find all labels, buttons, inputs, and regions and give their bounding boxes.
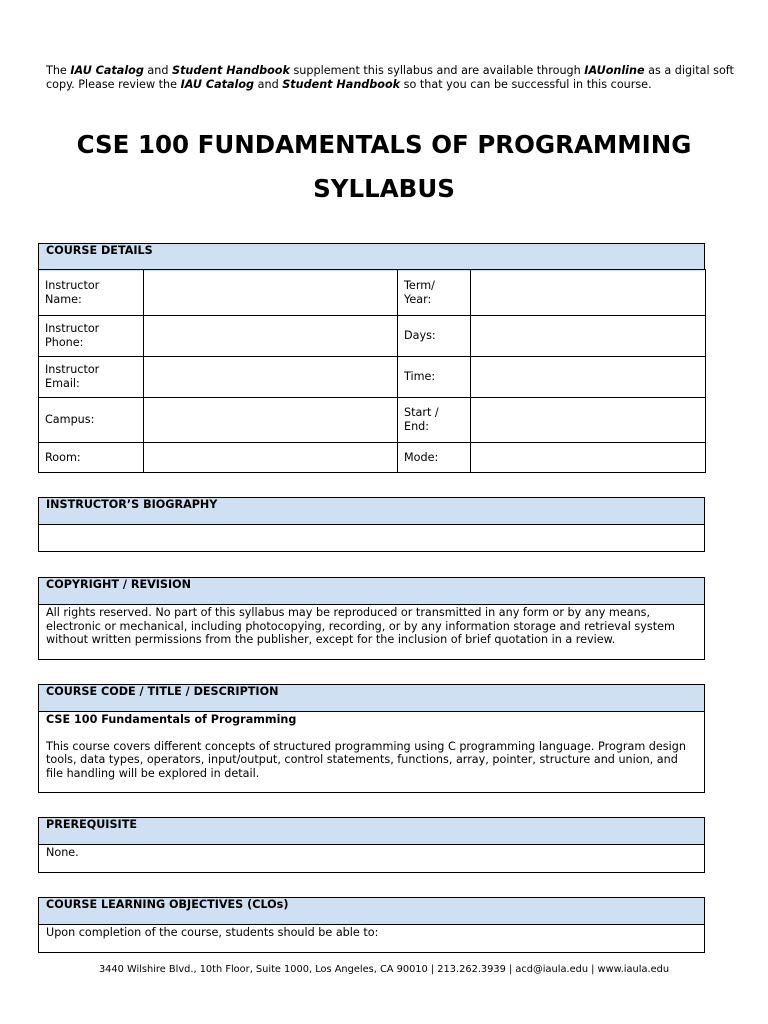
page-title-line2: SYLLABUS [313,174,455,203]
time-label: Time: [398,357,471,398]
prerequisite-section [38,817,705,873]
prerequisite-text: None. [46,846,79,859]
biography-text[interactable] [39,525,704,527]
intro-paragraph: The IAU Catalog and Student Handbook supplement this syllabus and are available through IAUonline as a digital soft copy. Please review the IAU Catalog and Student Handbook so that you can be successful in this course. [46,64,734,91]
iauonline-ref: IAUonline [584,64,645,77]
instructor-phone-label: Instructor Phone: [39,316,144,357]
campus-label: Campus: [39,398,144,443]
instructor-phone-field[interactable] [144,316,398,357]
instructor-email-field[interactable] [144,357,398,398]
table-row [39,398,706,443]
copyright-text: All rights reserved. No part of this syllabus may be reproduced or transmitted in any form or by any means, electronic or mechanical, including photocopying, recording, or by any information storage and retrieval system without written permissions from the publisher, except for the inclusion of brief quotation in a review. [46,606,675,647]
term-year-label: Term/ Year: [398,270,471,316]
biography-section [38,497,705,552]
course-details-header: COURSE DETAILS [39,244,704,271]
course-description-header: COURSE CODE / TITLE / DESCRIPTION [39,685,704,712]
days-label: Days: [398,316,471,357]
objectives-text: Upon completion of the course, students should be able to: [46,926,379,939]
start-end-label: Start / End: [398,398,471,443]
student-handbook-ref: Student Handbook [282,78,401,91]
table-row [39,357,706,398]
table-row [39,316,706,357]
room-label: Room: [39,443,144,473]
copyright-section [38,577,705,660]
table-row [39,270,706,316]
prerequisite-header: PREREQUISITE [39,818,704,845]
course-subtitle: CSE 100 Fundamentals of Programming [46,713,297,726]
copyright-header: COPYRIGHT / REVISION [39,578,704,605]
course-description-section [38,684,705,793]
time-field[interactable] [471,357,706,398]
page-footer: 3440 Wilshire Blvd., 10th Floor, Suite 1000, Los Angeles, CA 90010 | 213.262.3939 | acd@iaula.edu | www.iaula.edu [98,964,670,975]
instructor-email-label: Instructor Email: [39,357,144,398]
course-details-table [38,269,706,473]
biography-header: INSTRUCTOR’S BIOGRAPHY [39,498,704,525]
mode-field[interactable] [471,443,706,473]
campus-field[interactable] [144,398,398,443]
start-end-field[interactable] [471,398,706,443]
instructor-name-field[interactable] [144,270,398,316]
objectives-header: COURSE LEARNING OBJECTIVES (CLOs) [39,898,704,925]
days-field[interactable] [471,316,706,357]
course-description-text: This course covers different concepts of structured programming using C programming language. Program design tools, data types, operators, input/output, control statements, functions, array, pointer, structure and union, and file handling will be explored in detail. [46,739,686,780]
room-field[interactable] [144,443,398,473]
objectives-section [38,897,705,953]
iau-catalog-ref: IAU Catalog [70,64,144,77]
page-title: CSE 100 FUNDAMENTALS OF PROGRAMMING [76,130,692,159]
mode-label: Mode: [398,443,471,473]
instructor-name-label: Instructor Name: [39,270,144,316]
student-handbook-ref: Student Handbook [172,64,290,77]
table-row [39,443,706,473]
course-details-section [38,243,705,270]
term-year-field[interactable] [471,270,706,316]
iau-catalog-ref: IAU Catalog [180,78,255,91]
